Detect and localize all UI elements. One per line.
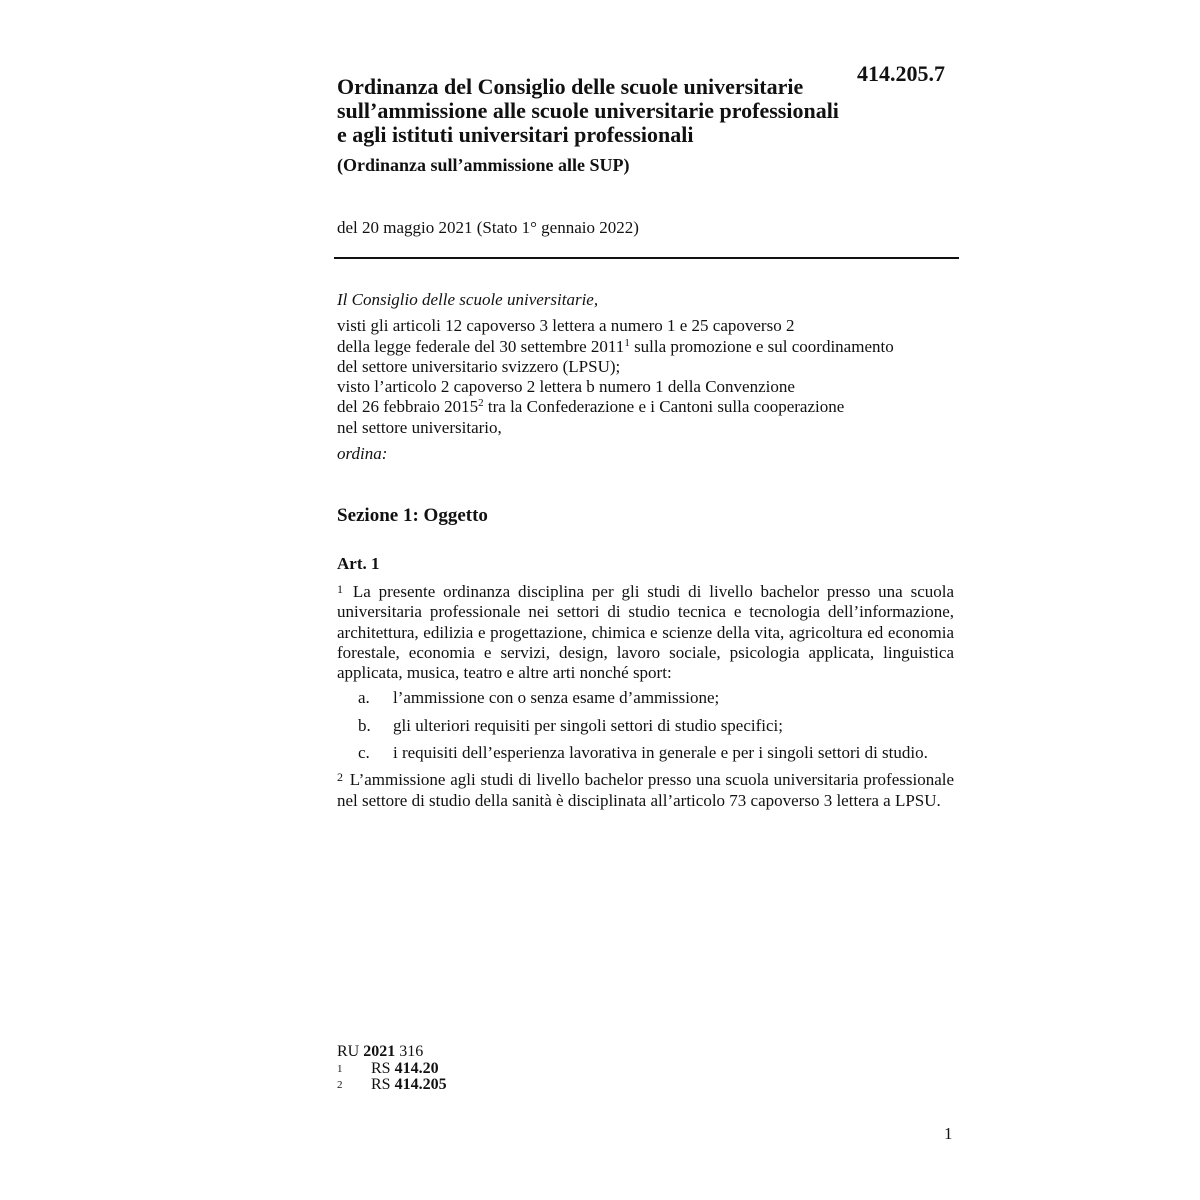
paragraph-2 — [337, 770, 954, 811]
footnote-ref-number: 414.20 — [394, 1060, 439, 1077]
preamble-line — [337, 397, 957, 417]
short-title: (Ordinanza sull’ammissione alle SUP) — [337, 155, 630, 175]
date-line: del 20 maggio 2021 (Stato 1° gennaio 2022) — [337, 218, 639, 237]
list-item — [337, 743, 954, 763]
document-title — [337, 75, 937, 147]
footnote-prefix: RS — [371, 1076, 391, 1093]
list-item — [337, 688, 954, 708]
preamble-line: nel settore universitario, — [337, 417, 502, 437]
preamble-line — [337, 337, 957, 357]
list-item-text: gli ulteriori requisiti per singoli settori di studio specifici; — [393, 715, 783, 735]
list-item-text: l’ammissione con o senza esame d’ammissione; — [393, 688, 720, 708]
footnote-text[interactable] — [371, 1077, 447, 1093]
preamble-line: visti gli articoli 12 capoverso 3 lettera a numero 1 e 25 capoverso 2 — [337, 316, 795, 336]
footnote-prefix: RS — [371, 1060, 391, 1077]
preamble-line: visto l’articolo 2 capoverso 2 lettera b numero 1 della Convenzione — [337, 377, 795, 397]
ru-prefix: RU — [337, 1043, 360, 1060]
official-compilation-ref — [337, 1043, 447, 1061]
title-line: Ordinanza del Consiglio delle scuole universitarie — [337, 74, 804, 99]
list-item-label: b. — [358, 715, 371, 735]
paragraph-number: 2 — [337, 770, 343, 785]
preamble-text: sulla promozione e sul coordinamento — [629, 336, 894, 356]
footnote-text[interactable] — [371, 1061, 439, 1077]
paragraph-number: 1 — [337, 582, 343, 596]
article-body — [337, 582, 954, 811]
list-item-label: c. — [358, 743, 370, 763]
footnote-ref[interactable]: 2 — [478, 397, 484, 410]
enacting-clause: ordina: — [337, 444, 388, 464]
list-item-text: i requisiti dell’esperienza lavorativa in generale e per i singoli settori di studio. — [393, 743, 928, 763]
page-number: 1 — [944, 1124, 953, 1143]
footnote — [337, 1077, 447, 1093]
footnote-number: 1 — [337, 1063, 343, 1075]
paragraph-1 — [337, 582, 954, 683]
footnote — [337, 1061, 447, 1077]
preamble — [337, 290, 957, 464]
ru-page: 316 — [399, 1043, 424, 1060]
paragraph-text: La presente ordinanza disciplina per gli studi di livello bachelor presso una scuola universitaria professionale nei settori di studio tecnica e tecnologia dell’informazione, architettura, edilizia e progettazione, chimica e scienze della vita, agricoltura ed economia forestale, economia e servizi, design, lavoro sociale, psicologia applicata, linguistica applicata, musica, teatro e altre arti nonché sport: — [337, 582, 955, 683]
preamble-text: della legge federale del 30 settembre 2011 — [337, 336, 625, 356]
preamble-text: tra la Confederazione e i Cantoni sulla cooperazione — [483, 397, 845, 417]
article-list — [337, 688, 954, 763]
preamble-issuer: Il Consiglio delle scuole universitarie, — [337, 290, 599, 309]
footnote-number: 2 — [337, 1079, 343, 1091]
preamble-line: del settore universitario svizzero (LPSU); — [337, 356, 621, 376]
list-item-label: a. — [358, 688, 370, 708]
title-divider — [334, 257, 959, 259]
preamble-text: del 26 febbraio 2015 — [337, 397, 479, 417]
article-title: Art. 1 — [337, 554, 380, 573]
document-number: 414.205.7 — [857, 61, 945, 86]
footnote-ref[interactable]: 1 — [624, 336, 630, 349]
list-item — [337, 716, 954, 736]
section-title: Sezione 1: Oggetto — [337, 505, 488, 526]
paragraph-text: L’ammissione agli studi di livello bachelor presso una scuola universitaria professionale nel settore di studio della sanità è disciplinata all’articolo 73 capoverso 3 lettera a LPSU. — [337, 770, 955, 810]
footnote-ref-number: 414.205 — [394, 1076, 447, 1093]
title-line: e agli istituti universitari professionali — [337, 122, 694, 147]
title-line: sull’ammissione alle scuole universitarie professionali — [337, 98, 839, 123]
ru-year: 2021 — [363, 1043, 396, 1060]
footer-references — [337, 1043, 447, 1093]
